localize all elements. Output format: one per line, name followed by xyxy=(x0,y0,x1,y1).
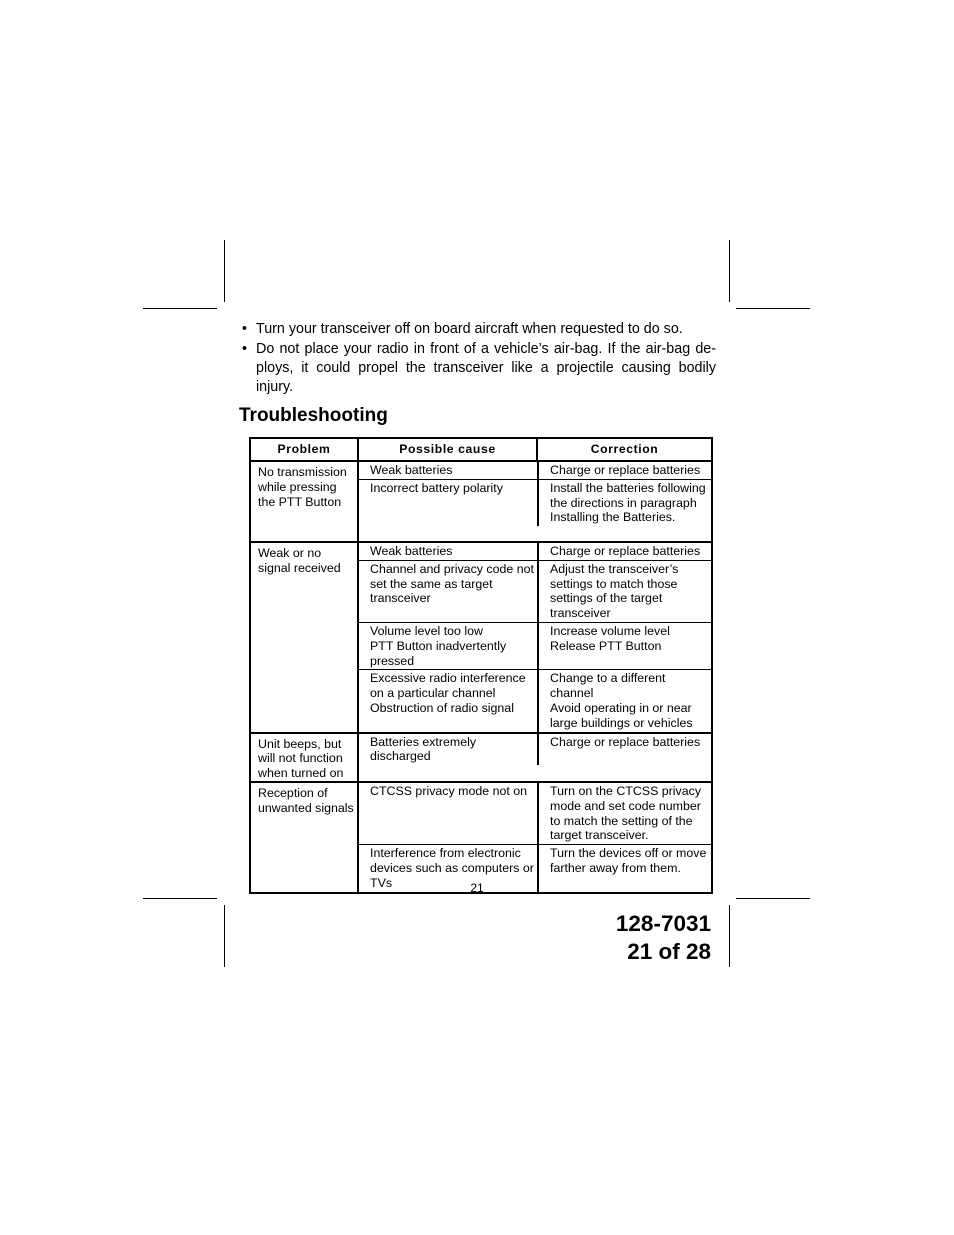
cause-text: CTCSS privacy mode not on xyxy=(370,783,528,798)
cause-correction-list xyxy=(359,543,713,732)
crop-mark xyxy=(736,308,810,309)
list-item xyxy=(359,543,713,560)
cause-text: Excessive radio interference on a particular channel Obstruction of radio signal xyxy=(370,671,526,715)
cause-correction-cell xyxy=(358,542,712,733)
correction-text: Adjust the transceiver’s settings to match those settings of the target transceiver xyxy=(550,561,679,621)
cause-text: Interference from electronic devices such as computers or TVs xyxy=(370,846,534,890)
correction-cell xyxy=(538,734,713,766)
section-heading: Troubleshooting xyxy=(239,405,388,426)
correction-text: Charge or replace batteries xyxy=(550,734,701,749)
correction-cell xyxy=(538,560,713,622)
correction-text: Charge or replace batteries xyxy=(550,544,701,558)
cause-text: Batteries extremely discharged xyxy=(370,734,477,764)
crop-mark xyxy=(736,898,810,899)
bullet-item xyxy=(242,340,716,397)
correction-text: Charge or replace batteries xyxy=(550,463,701,477)
problem-cell xyxy=(250,733,358,782)
table-row xyxy=(250,782,712,893)
problem-cell xyxy=(250,542,358,733)
cause-cell xyxy=(359,560,538,622)
column-header-correction: Correction xyxy=(537,438,712,461)
correction-text: Turn on the CTCSS privacy mode and set code number to match the setting of the target transceiver. xyxy=(550,783,702,843)
page-number: 21 xyxy=(470,881,484,895)
correction-text: Change to a different channel Avoid operating in or near large buildings or vehicles xyxy=(550,671,693,730)
cause-correction-list xyxy=(359,462,713,526)
correction-cell xyxy=(538,462,713,479)
cause-correction-cell xyxy=(358,733,712,782)
correction-cell xyxy=(538,622,713,669)
problem-cell xyxy=(250,461,358,542)
cause-text: Volume level too low PTT Button inadvertently pressed xyxy=(370,623,507,668)
problem-text: Unit beeps, but will not function when turned on xyxy=(258,736,344,781)
cause-cell xyxy=(359,479,538,526)
cause-cell xyxy=(359,734,538,766)
bullet-item xyxy=(242,320,716,339)
troubleshooting-table xyxy=(249,437,713,894)
cause-cell xyxy=(359,622,538,669)
crop-mark xyxy=(143,898,217,899)
cause-text: Weak batteries xyxy=(370,463,453,477)
cause-cell xyxy=(359,543,538,560)
column-header-problem: Problem xyxy=(250,438,358,461)
table-row xyxy=(250,542,712,733)
crop-mark xyxy=(729,905,730,967)
list-item xyxy=(359,462,713,479)
page-count: 21 of 28 xyxy=(627,939,711,964)
problem-cell xyxy=(250,782,358,893)
correction-text: Turn the devices off or move farther away from them. xyxy=(550,846,707,875)
correction-cell xyxy=(538,479,713,526)
bullet-icon: • xyxy=(242,321,248,337)
list-item xyxy=(359,479,713,526)
crop-mark xyxy=(224,905,225,967)
cause-cell xyxy=(359,670,538,732)
list-item xyxy=(359,783,713,845)
table-row xyxy=(250,461,712,542)
crop-mark xyxy=(224,240,225,302)
problem-text: Reception of unwanted signals xyxy=(258,785,354,815)
cause-text: Weak batteries xyxy=(370,544,453,558)
list-item xyxy=(359,734,713,766)
bullet-text: Turn your transceiver off on board aircraft when requested to do so. xyxy=(256,321,683,337)
cause-text: Incorrect battery polarity xyxy=(370,480,503,495)
cause-correction-list xyxy=(359,783,713,892)
cause-cell xyxy=(359,462,538,479)
document-number: 128-7031 xyxy=(615,911,711,936)
cause-correction-cell xyxy=(358,782,712,893)
correction-cell xyxy=(538,543,713,560)
correction-cell xyxy=(538,670,713,732)
cause-cell xyxy=(359,783,538,845)
list-item xyxy=(359,622,713,669)
column-header-cause: Possible cause xyxy=(358,438,537,461)
problem-text: No transmission while pressing the PTT Button xyxy=(258,465,347,509)
safety-bullet-list xyxy=(242,320,716,398)
crop-mark xyxy=(143,308,217,309)
correction-text: Install the batteries following the directions in paragraph Installing the Batteries. xyxy=(550,480,706,525)
list-item xyxy=(359,670,713,732)
document-code xyxy=(560,910,711,966)
table-header-row xyxy=(250,438,712,461)
crop-mark xyxy=(729,240,730,302)
bullet-icon: • xyxy=(242,341,248,357)
cause-correction-list xyxy=(359,734,713,766)
cause-correction-cell xyxy=(358,461,712,542)
correction-text: Increase volume level Release PTT Button xyxy=(550,623,670,653)
cause-text: Channel and privacy code not set the same as target transceiver xyxy=(370,561,534,606)
list-item xyxy=(359,560,713,622)
bullet-text: Do not place your radio in front of a vehicle’s air-bag. If the air-bag de-ploys, it could propel the transceiver like a projectile causing bodily injury. xyxy=(256,341,716,395)
problem-text: Weak or no signal received xyxy=(258,546,341,575)
table-row xyxy=(250,733,712,782)
correction-cell xyxy=(538,783,713,845)
